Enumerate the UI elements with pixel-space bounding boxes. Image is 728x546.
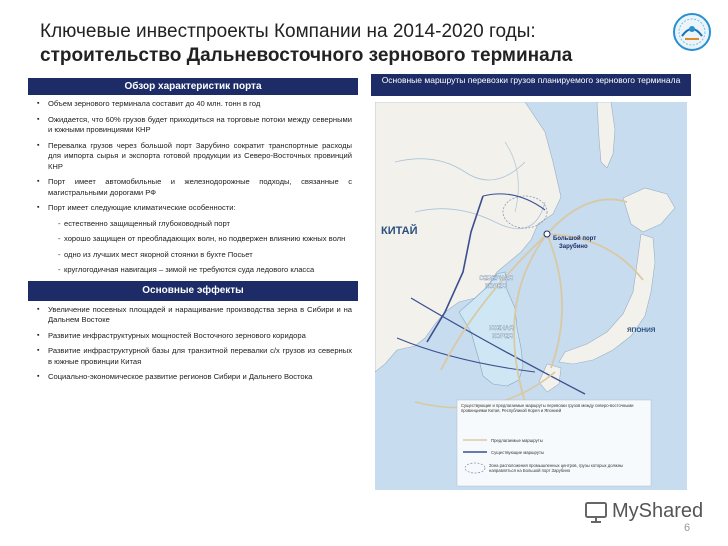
label-south-korea-1: ЮЖНАЯ <box>489 326 514 332</box>
label-japan: ЯПОНИЯ <box>627 327 656 334</box>
legend-caption: Существующие и предлагаемые маршруты перевозки грузов между северо-восточными провинциями Китая, Республикой Корея и Японией <box>461 403 634 413</box>
port-marker <box>544 231 550 237</box>
port-subitem: - естественно защищенный глубоководный порт <box>34 219 352 230</box>
port-item: ▪ Объем зернового терминала составит до 40 млн. тонн в год <box>34 99 352 110</box>
port-subitem: - круглогодичная навигация – зимой не требуются суда ледового класса <box>34 265 352 276</box>
port-item: ▪ Порт имеет следующие климатические особенности: <box>34 203 352 214</box>
page-number: 6 <box>684 522 691 534</box>
legend-proposed-label: Предлагаемые маршруты <box>491 438 543 443</box>
effect-item: ▪ Развитие инфраструктурных мощностей Восточного зернового коридора <box>34 331 352 342</box>
main-effects-list <box>28 301 358 383</box>
label-port-1: Большой порт <box>553 236 597 242</box>
company-logo-icon <box>672 12 712 52</box>
label-south-korea-2: КОРЕЯ <box>492 334 513 340</box>
port-overview-list <box>28 95 358 276</box>
map-legend <box>457 400 651 486</box>
label-north-korea-2: КОРЕЯ <box>485 284 506 290</box>
slide-title <box>40 20 660 68</box>
title-line-1: Ключевые инвестпроекты Компании на 2014-2020 годы: <box>40 21 536 42</box>
port-item: ▪ Перевалка грузов через большой порт Зарубино сократит транспортные расходы для импорта сырья и экспорта готовой продукции из Северо-Восточных провинций КНР <box>34 141 352 173</box>
main-effects-header: Основные эффекты <box>28 281 358 301</box>
watermark-text: MyShared <box>612 500 704 522</box>
left-column <box>28 78 358 388</box>
effect-item: ▪ Развитие инфраструктурной базы для транзитной перевалки с/х грузов из северных в южные провинции Китая <box>34 346 352 367</box>
port-item: ▪ Порт имеет автомобильные и железнодорожные подходы, связанные с магистральными дорогами РФ <box>34 177 352 198</box>
title-line-2: строительство Дальневосточного зернового терминала <box>40 45 573 66</box>
effect-item: ▪ Увеличение посевных площадей и наращивание производства зерна в Сибири и на Дальнем Востоке <box>34 305 352 326</box>
port-overview-header: Обзор характеристик порта <box>28 78 358 95</box>
legend-existing-label: Существующие маршруты <box>491 450 545 455</box>
routes-map <box>375 102 687 490</box>
effect-item: ▪ Социально-экономическое развитие регионов Сибири и Дальнего Востока <box>34 372 352 383</box>
map-header: Основные маршруты перевозки грузов планируемого зернового терминала <box>371 74 691 96</box>
presentation-icon <box>584 500 608 524</box>
legend-zone-note: Зона расположения промышленных центров, грузы которых должны направляться на Большой порт Зарубино <box>489 463 624 473</box>
port-subitem: - хорошо защищен от преобладающих волн, но подвержен влиянию южных волн <box>34 234 352 245</box>
port-subitem: - одно из лучших мест якорной стоянки в бухте Посьет <box>34 250 352 261</box>
label-north-korea-1: СЕВЕРНАЯ <box>479 276 513 282</box>
label-china: КИТАЙ <box>381 225 418 237</box>
port-item: ▪ Ожидается, что 60% грузов будет приходиться на торговые потоки между северными и южными провинциями КНР <box>34 115 352 136</box>
label-port-2: Зарубино <box>559 244 588 250</box>
